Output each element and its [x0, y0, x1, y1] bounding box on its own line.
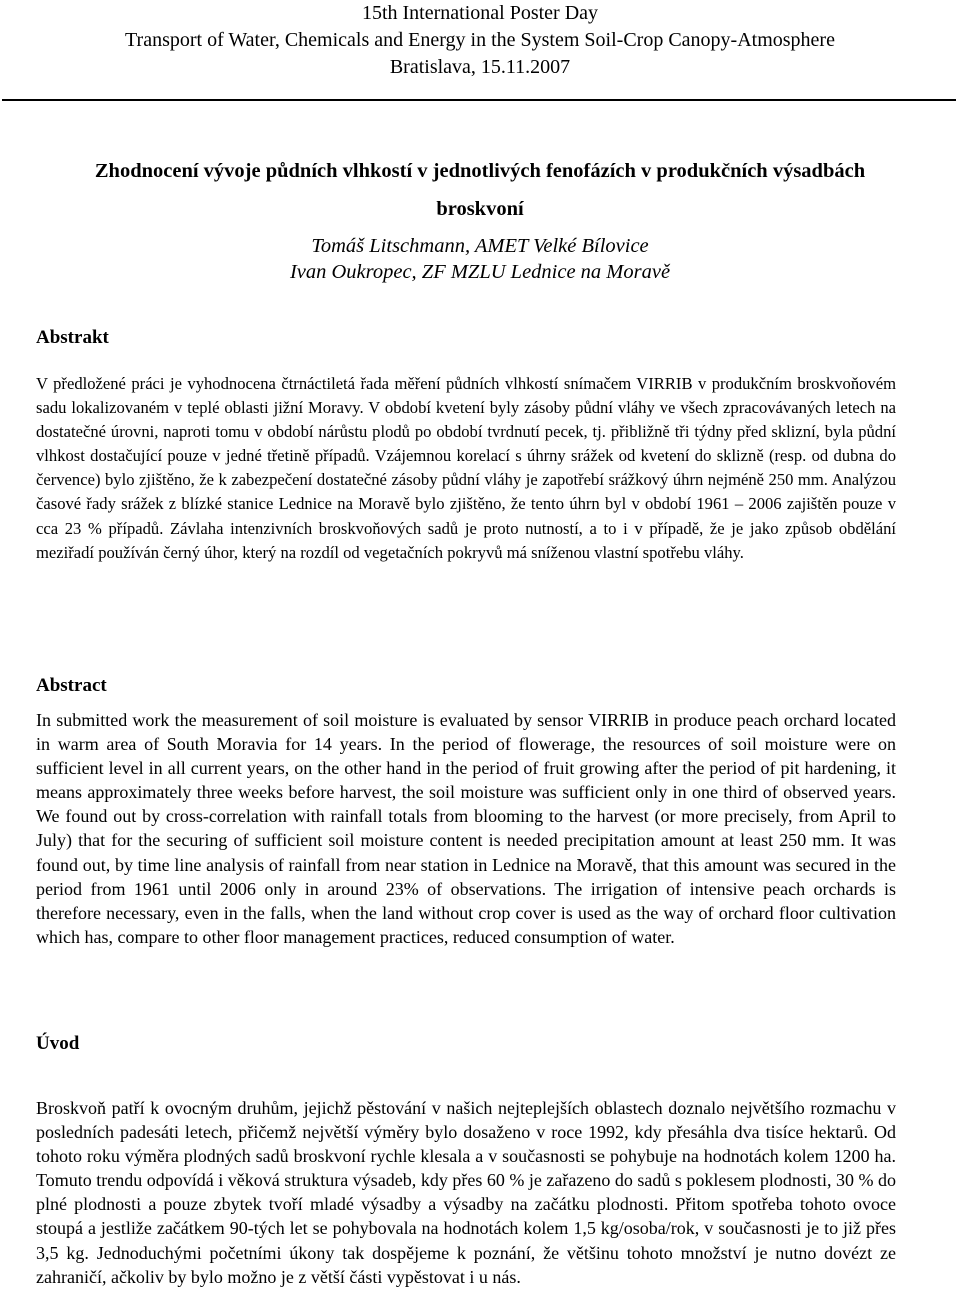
author-2: Ivan Oukropec, ZF MZLU Lednice na Moravě [289, 261, 671, 283]
conference-subtitle: Transport of Water, Chemicals and Energy in the System Soil-Crop Canopy-Atmosphere [125, 29, 835, 51]
conference-place-date: Bratislava, 15.11.2007 [389, 56, 571, 78]
section-heading-abstrakt: Abstrakt [36, 327, 109, 348]
section-heading-uvod: Úvod [36, 1033, 80, 1054]
paper-title [0, 152, 960, 228]
paper-title-line-2: broskvoní [436, 198, 524, 220]
author-1: Tomáš Litschmann, AMET Velké Bílovice [311, 235, 649, 257]
header-divider [2, 99, 956, 101]
conference-header [0, 0, 960, 81]
abstrakt-paragraph: V předložené práci je vyhodnocena čtrnáctiletá řada měření půdních vlhkostí snímačem VIRRIB v produkčním broskvoňovém sadu lokalizovaném v teplé oblasti jižní Moravy. V období kvetení byly zásoby půdní vláhy ve všech zpracovávaných letech na dostatečné úrovni, naproti tomu v období nárůstu plodů po období tvrdnutí pecek, tj. přibližně tři týdny před sklizní, byla půdní vlhkost dostačující pouze v jedné třetině případů. Vzájemnou korelací s úhrny srážek od kvetení do sklizně (resp. od dubna do července) bylo zjištěno, že k zabezpečení dostatečné zásoby půdní vláhy je zapotřebí srážkový úhrn nejméně 250 mm. Analýzou časové řady srážek z blízké stanice Lednice na Moravě bylo zjištěno, že tento úhrn byl v období 1961 – 2006 zajištěn pouze v cca 23 % případů. Závlaha intenzivních broskvoňových sadů je proto nutností, a to i v případě, že je jako způsob obdělání meziřadí používán černý úhor, který na rozdíl od vegetačních pokryvů má sníženou vlastní spotřebu vláhy. [36, 374, 896, 562]
section-heading-abstract: Abstract [36, 675, 107, 696]
author-list [0, 233, 960, 285]
uvod-paragraph: Broskvoň patří k ovocným druhům, jejichž pěstování v našich nejteplejších oblastech doznalo největšího rozmachu v posledních padesáti letech, přičemž největší výměry bylo dosaženo v roce 1992, kdy přesáhla dva tisíce hektarů. Od tohoto roku výměra plodných sadů broskvoní rychle klesala a v současnosti se pohybuje na hodnotách kolem 1200 ha. Tomuto trendu odpovídá i věková struktura výsadeb, kdy přes 60 % je zařazeno do sadů s poklesem plodnosti, 30 % do plné plodnosti a pouze zbytek tvoří mladé výsadby a výsadby na začátku plodnosti. Přitom spotřeba tohoto ovoce stoupá a jestliže začátkem 90-tých let se pohybovala na hodnotách kolem 1,5 kg/osoba/rok, v současnosti je to již přes 3,5 kg. Jednoduchými početními úkony tak dospějeme k poznání, že většinu tohoto množství je nutno dovézt ze zahraničí, ačkoliv by bylo možno je z větší části vypěstovat i u nás. [36, 1098, 896, 1287]
abstract-paragraph: In submitted work the measurement of soil moisture is evaluated by sensor VIRRIB in produce peach orchard located in warm area of South Moravia for 14 years. In the period of flowerage, the resources of soil moisture were on sufficient level in all current years, on the other hand in the period of fruit growing after the period of pit hardening, it means approximately three weeks before harvest, the soil moisture was sufficient only in one third of observed years. We found out by cross-correlation with rainfall totals from blooming to the harvest (or more precisely, from April to July) that for the securing of sufficient soil moisture content is needed precipitation amount at least 250 mm. It was found out, by time line analysis of rainfall from near station in Lednice na Moravě, that this amount was secured in the period from 1961 until 2006 only in around 23% of observations. The irrigation of intensive peach orchards is therefore necessary, even in the falls, when the land without crop cover is used as the way of orchard floor cultivation which has, compare to other floor management practices, reduced consumption of water. [36, 710, 896, 947]
conference-name: 15th International Poster Day [361, 2, 599, 24]
paper-title-line-1: Zhodnocení vývoje půdních vlhkostí v jednotlivých fenofázích v produkčních výsadbách [94, 160, 866, 182]
